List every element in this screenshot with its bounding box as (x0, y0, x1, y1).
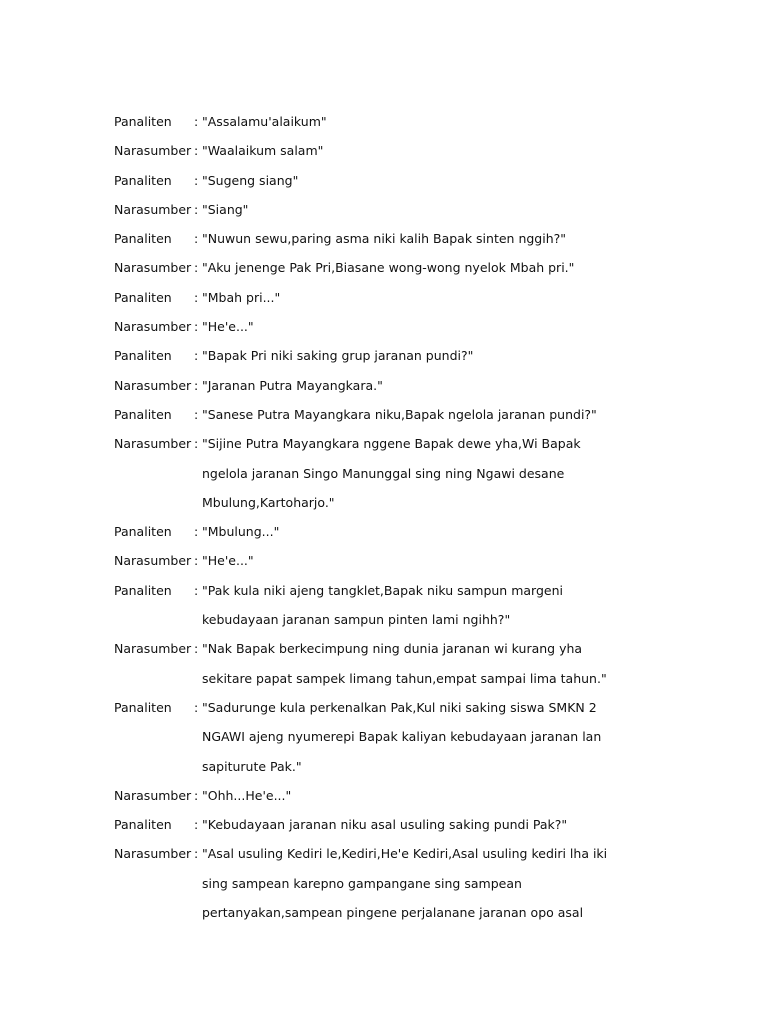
dialogue-entry (114, 136, 714, 165)
speaker-label: Narasumber (114, 787, 192, 803)
utterance-line: sekitare papat sampek limang tahun,empat sampai lima tahun." (202, 670, 607, 686)
separator-colon: : (194, 524, 199, 540)
utterance (202, 371, 714, 400)
dialogue-entry (114, 195, 714, 224)
utterance-line: "Asal usuling Kediri le,Kediri,He'e Kediri,Asal usuling kediri lha iki (202, 846, 608, 862)
speaker-label: Narasumber (114, 201, 192, 217)
separator-colon: : (194, 114, 199, 129)
separator-colon: : (194, 817, 199, 833)
utterance-line: ngelola jaranan Singo Manunggal sing ning Ngawi desane (202, 465, 565, 481)
utterance (202, 312, 714, 341)
dialogue-entry (114, 517, 714, 546)
utterance (202, 136, 714, 165)
dialogue-entry (114, 371, 714, 400)
utterance-line: "Bapak Pri niki saking grup jaranan pundi?" (202, 348, 474, 364)
utterance (202, 341, 714, 370)
speaker-label: Panaliten (114, 114, 172, 129)
utterance-line: "Aku jenenge Pak Pri,Biasane wong-wong nyelok Mbah pri." (202, 260, 575, 276)
utterance (202, 253, 714, 282)
utterance-line: "Sadurunge kula perkenalkan Pak,Kul niki saking siswa SMKN 2 (202, 699, 597, 715)
utterance (202, 839, 714, 927)
utterance (202, 283, 714, 312)
utterance-line: "He'e..." (202, 553, 254, 569)
speaker-label: Panaliten (114, 348, 172, 364)
speaker-label: Narasumber (114, 260, 192, 276)
utterance-line: "Jaranan Putra Mayangkara." (202, 377, 383, 393)
utterance-line: "Kebudayaan jaranan niku asal usuling saking pundi Pak?" (202, 817, 568, 833)
utterance-line: "Nuwun sewu,paring asma niki kalih Bapak sinten nggih?" (202, 231, 567, 247)
speaker-label: Narasumber (114, 846, 192, 862)
separator-colon: : (194, 143, 199, 159)
separator-colon: : (194, 319, 199, 335)
separator-colon: : (194, 289, 199, 305)
utterance-line: NGAWI ajeng nyumerepi Bapak kaliyan kebudayaan jaranan lan (202, 729, 602, 745)
dialogue-entry (114, 283, 714, 312)
separator-colon: : (194, 699, 199, 715)
utterance (202, 693, 714, 781)
dialogue-entry (114, 224, 714, 253)
speaker-label: Panaliten (114, 817, 172, 833)
utterance (202, 810, 714, 839)
dialogue-entry (114, 781, 714, 810)
speaker-label: Panaliten (114, 231, 172, 247)
utterance-line: "Ohh...He'e..." (202, 787, 292, 803)
dialogue-entry (114, 253, 714, 282)
speaker-label: Narasumber (114, 641, 192, 657)
utterance (202, 107, 714, 136)
utterance-line: "Mbah pri..." (202, 289, 281, 305)
speaker-label: Narasumber (114, 553, 192, 569)
utterance-line: "Waalaikum salam" (202, 143, 324, 159)
separator-colon: : (194, 348, 199, 364)
speaker-label: Panaliten (114, 524, 172, 540)
speaker-label: Panaliten (114, 289, 172, 305)
utterance-line: sapiturute Pak." (202, 758, 302, 774)
utterance (202, 781, 714, 810)
speaker-label: Narasumber (114, 377, 192, 393)
dialogue-entry (114, 839, 714, 927)
utterance-line: pertanyakan,sampean pingene perjalanane jaranan opo asal (202, 905, 584, 921)
dialogue-entry (114, 400, 714, 429)
separator-colon: : (194, 172, 199, 188)
separator-colon: : (194, 260, 199, 276)
utterance-line: "He'e..." (202, 319, 254, 335)
separator-colon: : (194, 231, 199, 247)
utterance (202, 634, 714, 693)
speaker-label: Narasumber (114, 436, 192, 452)
separator-colon: : (194, 846, 199, 862)
separator-colon: : (194, 641, 199, 657)
utterance-line: "Nak Bapak berkecimpung ning dunia jaranan wi kurang yha (202, 641, 583, 657)
dialogue-entry (114, 429, 714, 517)
separator-colon: : (194, 377, 199, 393)
utterance-line: "Assalamu'alaikum" (202, 114, 327, 129)
utterance (202, 429, 714, 517)
dialogue-entry (114, 693, 714, 781)
speaker-label: Panaliten (114, 406, 172, 422)
utterance (202, 166, 714, 195)
dialogue-entry (114, 341, 714, 370)
utterance-line: "Mbulung..." (202, 524, 280, 540)
speaker-label: Panaliten (114, 582, 172, 598)
dialogue-entry (114, 166, 714, 195)
interview-transcript (114, 107, 714, 927)
separator-colon: : (194, 201, 199, 217)
speaker-label: Narasumber (114, 143, 192, 159)
utterance-line: "Siang" (202, 201, 249, 217)
utterance-line: "Sijine Putra Mayangkara nggene Bapak dewe yha,Wi Bapak (202, 436, 581, 452)
utterance-line: "Pak kula niki ajeng tangklet,Bapak niku sampun margeni (202, 582, 563, 598)
dialogue-entry (114, 546, 714, 575)
separator-colon: : (194, 787, 199, 803)
separator-colon: : (194, 436, 199, 452)
utterance-line: "Sugeng siang" (202, 172, 299, 188)
utterance-line: kebudayaan jaranan sampun pinten lami ngihh?" (202, 612, 511, 628)
separator-colon: : (194, 582, 199, 598)
speaker-label: Narasumber (114, 319, 192, 335)
utterance-line: "Sanese Putra Mayangkara niku,Bapak ngelola jaranan pundi?" (202, 406, 597, 422)
dialogue-entry (114, 107, 714, 136)
separator-colon: : (194, 406, 199, 422)
separator-colon: : (194, 553, 199, 569)
dialogue-entry (114, 810, 714, 839)
speaker-label: Panaliten (114, 172, 172, 188)
utterance (202, 517, 714, 546)
utterance (202, 195, 714, 224)
dialogue-entry (114, 576, 714, 635)
utterance (202, 400, 714, 429)
utterance-line: sing sampean karepno gampangane sing sampean (202, 875, 522, 891)
utterance (202, 576, 714, 635)
utterance (202, 546, 714, 575)
utterance (202, 224, 714, 253)
utterance-line: Mbulung,Kartoharjo." (202, 494, 335, 510)
dialogue-entry (114, 634, 714, 693)
speaker-label: Panaliten (114, 699, 172, 715)
dialogue-entry (114, 312, 714, 341)
